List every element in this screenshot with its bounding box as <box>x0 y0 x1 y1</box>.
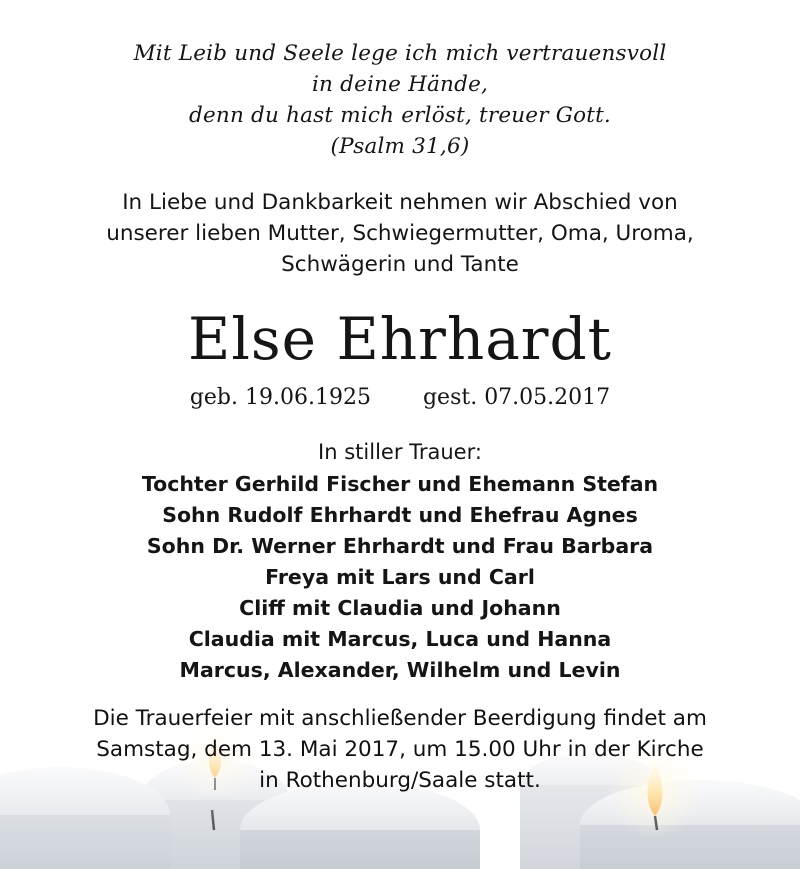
mourner-line: Freya mit Lars und Carl <box>265 565 535 589</box>
intro-line-2: unserer lieben Mutter, Schwiegermutter, Oma, Uroma, <box>106 221 694 246</box>
birth-date: geb. 19.06.1925 <box>189 385 371 410</box>
verse-line-3: denn du hast mich erlöst, treuer Gott. <box>189 103 611 128</box>
death-date: gest. 07.05.2017 <box>422 385 611 410</box>
verse-line-1: Mit Leib und Seele lege ich mich vertrauensvoll <box>133 41 667 66</box>
funeral-line-3: in Rothenburg/Saale statt. <box>259 768 541 793</box>
mourner-line: Tochter Gerhild Fischer und Ehemann Stefan <box>141 472 659 496</box>
mourner-line: Sohn Rudolf Ehrhardt und Ehefrau Agnes <box>162 503 638 527</box>
mourners-heading: In stiller Trauer: <box>318 440 482 464</box>
intro-line-3: Schwägerin und Tante <box>281 252 519 277</box>
verse-reference: (Psalm 31,6) <box>330 134 470 159</box>
verse-line-2: in deine Hände, <box>311 72 489 97</box>
mourner-line: Marcus, Alexander, Wilhelm und Levin <box>179 658 621 682</box>
intro-line-1: In Liebe und Dankbarkeit nehmen wir Abschied von <box>122 190 678 215</box>
deceased-name: Else Ehrhardt <box>188 305 612 373</box>
mourner-line: Claudia mit Marcus, Luca und Hanna <box>188 627 612 651</box>
mourner-line: Sohn Dr. Werner Ehrhardt und Frau Barbara <box>146 534 654 558</box>
mourner-line: Cliff mit Claudia und Johann <box>239 596 561 620</box>
life-dates <box>0 385 800 410</box>
funeral-line-1: Die Trauerfeier mit anschließender Beerdigung findet am <box>93 706 707 731</box>
funeral-line-2: Samstag, dem 13. Mai 2017, um 15.00 Uhr in der Kirche <box>96 737 704 762</box>
